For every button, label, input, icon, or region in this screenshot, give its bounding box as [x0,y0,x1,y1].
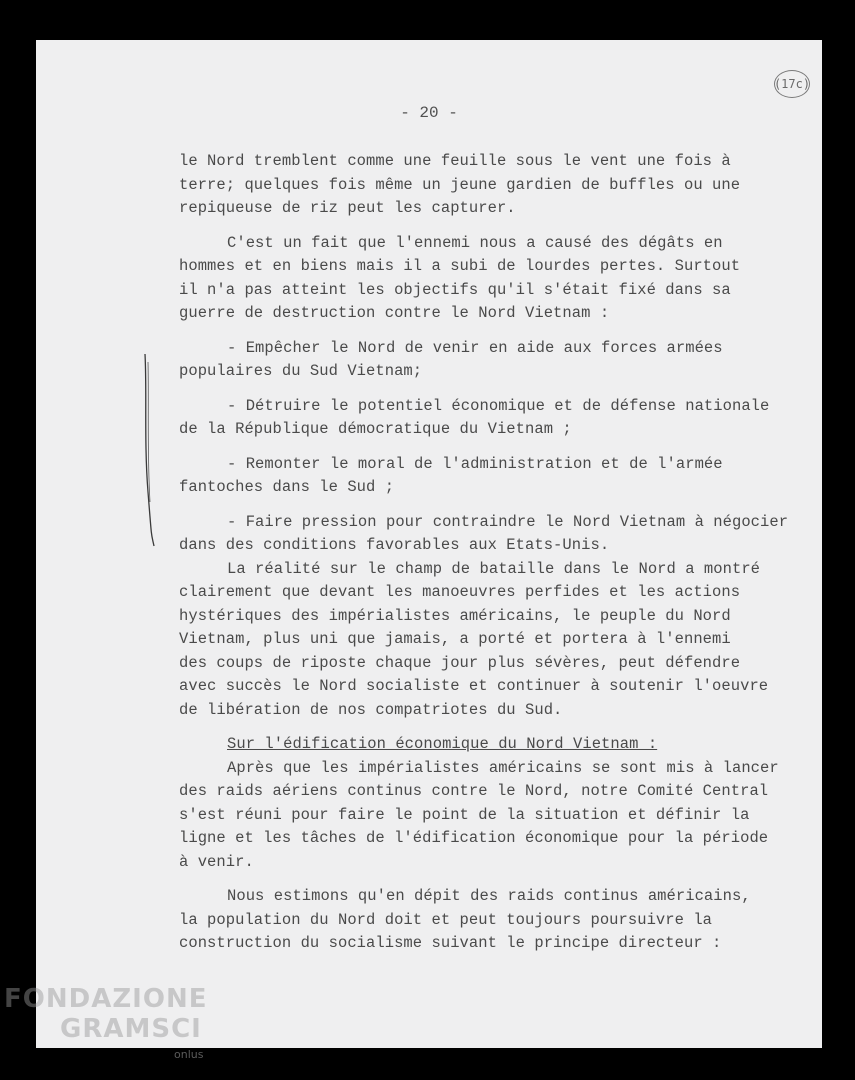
text-line: repiqueuse de riz peut les capturer. [179,199,516,217]
text-line: Nous estimons qu'en dépit des raids continus américains, [227,887,751,905]
paragraph-gap [179,384,819,395]
document-page [36,40,822,1048]
text-line: C'est un fait que l'ennemi nous a causé des dégâts en [227,233,723,252]
section-heading [179,733,819,757]
text-line: hommes et en biens mais il a subi de lourdes pertes. Surtout [179,257,741,275]
text-line: de libération de nos compatriotes du Sud. [179,700,563,719]
text-line: clairement que devant les manoeuvres perfides et les actions [179,583,741,601]
text-line: de la République démocratique du Vietnam ; [179,420,572,438]
watermark-logo [4,984,207,1044]
text-line: la population du Nord doit et peut toujours poursuivre la [179,910,713,929]
text-line: - Empêcher le Nord de venir en aide aux forces armées [227,338,723,357]
paragraph-gap [179,500,819,511]
text-line: s'est réuni pour faire le point de la situation et définir la [179,805,750,824]
watermark-line1: FONDAZIONE [4,984,208,1014]
paragraph-gap [179,326,819,337]
paragraph-gap [179,442,819,453]
text-line: guerre de destruction contre le Nord Vietnam : [179,304,610,322]
watermark-subtitle: onlus [174,1048,204,1061]
watermark-line2: GRAMSCI [60,1014,202,1044]
text-line: dans des conditions favorables aux Etats-Unis. [179,536,610,554]
text-line: - Faire pression pour contraindre le Nord Vietnam à négocier [227,512,789,531]
text-line: le Nord tremblent comme une feuille sous le vent une fois à [179,152,731,170]
paragraph-gap [179,221,819,232]
margin-annotation: (17c) [774,70,810,98]
text-line: - Détruire le potentiel économique et de défense nationale [227,396,770,415]
text-line: La réalité sur le champ de bataille dans le Nord a montré [227,559,761,578]
text-line: Après que les impérialistes américains se sont mis à lancer [227,758,779,777]
paragraph-gap [179,722,819,733]
document-body [179,150,819,956]
text-line: des coups de riposte chaque jour plus sévères, peut défendre [179,653,741,672]
section-heading-text: Sur l'édification économique du Nord Vietnam : [227,735,658,753]
text-line: avec succès le Nord socialiste et continuer à soutenir l'oeuvre [179,677,769,695]
margin-mark-line [142,352,158,548]
text-line: fantoches dans le Sud ; [179,478,395,496]
text-line: - Remonter le moral de l'administration et de l'armée [227,454,723,473]
paragraph-gap [179,874,819,885]
page-number: - 20 - [400,104,458,122]
text-line: construction du socialisme suivant le principe directeur : [179,934,722,952]
text-line: il n'a pas atteint les objectifs qu'il s'était fixé dans sa [179,280,731,299]
text-line: à venir. [179,852,254,871]
text-line: terre; quelques fois même un jeune gardien de buffles ou une [179,175,741,194]
text-line: des raids aériens continus contre le Nord, notre Comité Central [179,782,769,800]
text-line: Vietnam, plus uni que jamais, a porté et portera à l'ennemi [179,630,731,648]
text-line: ligne et les tâches de l'édification économique pour la période [179,829,769,847]
text-line: hystériques des impérialistes américains, le peuple du Nord [179,606,731,625]
text-line: populaires du Sud Vietnam; [179,362,423,380]
